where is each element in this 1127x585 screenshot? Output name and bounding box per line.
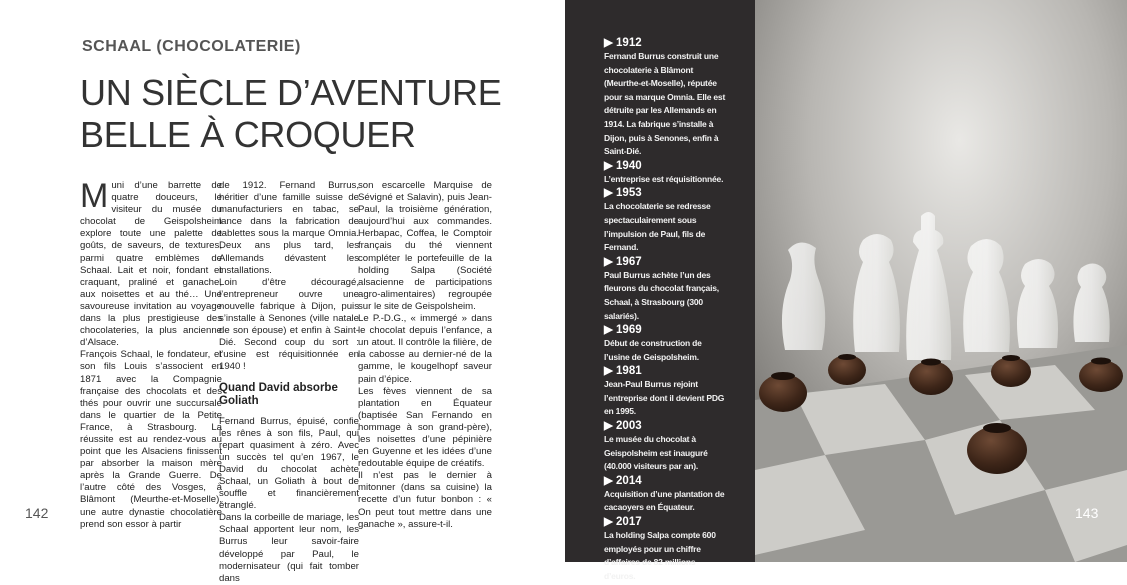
paragraph: son escarcelle Marquise de Sévigné et Salavin), puis Jean-Paul, la troisième génération, aujourd’hui aux commandes. Herbapac, Coffea, le Comptoir français du thé viennent compléter le portefeuille de la holding Salpa (Société alsacienne de participations agro-alimentaires) regroupée sur le site de Geispolsheim.: [358, 180, 492, 312]
kicker: SCHAAL (CHOCOLATERIE): [82, 38, 301, 55]
chess-chocolate-photo: [755, 0, 1127, 562]
timeline-text: La chocolaterie se redresse spectaculairement sous l’impulsion de Paul, fils de Fernand.: [604, 201, 711, 253]
article-column-2: [219, 180, 359, 585]
headline: [80, 72, 500, 156]
paragraph: de 1912. Fernand Burrus, héritier d’une famille suisse de manufacturiers en tabac, se lance dans la fabrication de tablettes sous la marque Omnia. Deux ans plus tard, les Allemands dévastent les installations.: [219, 180, 359, 276]
paragraph: Le P.-D.G., « immergé » dans le chocolat depuis l’enfance, a un atout. Il contrôle la filière, de la cabosse au dernier-né de la gamme, le kougelhopf saveur pain d’épice.: [358, 313, 492, 385]
photo-illustration: [755, 0, 1127, 562]
timeline-entry: [604, 474, 726, 515]
timeline-year: ▶ 2003: [604, 420, 642, 433]
paragraph: Il n’est pas le dernier à mitonner (dans sa cuisine) la recette d’un futur bonbon : « On peut tout mettre dans une ganache », assure-t-il.: [358, 470, 492, 530]
timeline-entry: [604, 255, 726, 323]
timeline-entry: [604, 159, 726, 187]
paragraph: Fernand Burrus, épuisé, confie les rênes à son fils, Paul, qui repart quasiment à zéro. Avec un succès tel qu’en 1967, le David du chocolat achète Schaal, un Goliath à bout de souffle et financièrement étranglé.: [219, 415, 359, 512]
paragraph: Dans la corbeille de mariage, les Schaal apportent leur nom, les Burrus leur savoir-faire développé par Paul, le modernisateur (qui fait tomber dans: [219, 512, 359, 584]
timeline-text: Paul Burrus achète l’un des fleurons du chocolat français, Schaal, à Strasbourg (300 salariés).: [604, 269, 719, 321]
timeline-text: Acquisition d’une plantation de cacaoyers en Équateur.: [604, 488, 725, 513]
subheading: Quand David absorbe Goliath: [219, 381, 338, 407]
timeline-text: Jean-Paul Burrus rejoint l’entreprise dont il devient PDG en 1995.: [604, 379, 725, 417]
timeline-year: ▶ 1967: [604, 255, 642, 268]
timeline-text: Le musée du chocolat à Geispolsheim est inauguré (40.000 visiteurs par an).: [604, 434, 708, 472]
timeline-text: L’entreprise est réquisitionnée.: [604, 173, 724, 184]
paragraph: Les fèves viennent de sa plantation en Équateur (baptisée San Fernando en hommage à son grand-père), les noisettes d’une pépinière en Guyenne et les idées d’une redoutable équipe de créatifs.: [358, 385, 492, 470]
timeline-year: ▶ 1969: [604, 324, 642, 337]
headline-line-2: BELLE À CROQUER: [80, 114, 416, 155]
timeline-entry: [604, 419, 726, 474]
paragraph: François Schaal, le fondateur, et son fils Louis s’associent en 1871 avec la Compagnie française des chocolats et des thés pour ouvrir une succursale dans le quartier de la Petite France, à Strasbourg. La réussite est au rendez-vous au point que les Alsaciens finissent par absorber la maison mère après la Grande Guerre. De l’autre côté des Vosges, à Blâmont (Meurthe-et-Moselle), une autre dynastie chocolatière prend son essor à partir: [80, 349, 222, 530]
timeline-year: ▶ 1940: [604, 159, 642, 172]
article-column-1: [80, 177, 222, 531]
timeline-year: ▶ 2014: [604, 474, 642, 487]
article-column-3: [358, 180, 492, 531]
paragraph: [80, 177, 222, 349]
timeline-entry: [604, 323, 726, 364]
paragraph: Loin d’être découragé, l’entrepreneur ouvre une nouvelle fabrique à Dijon, puis s’installe à Senones (ville natale de son épouse) et enfin à Saint-Dié. Second coup du sort : l’usine est réquisitionnée en 1940 !: [219, 276, 359, 373]
timeline-text: Fernand Burrus construit une chocolaterie à Blâmont (Meurthe-et-Moselle), réputée pour sa marque Omnia. Elle est détruite par les Allemands en 1914. La fabrique s’installe à Dijon, puis à Senones, enfin à Saint-Dié.: [604, 51, 726, 157]
drop-cap: M: [80, 177, 109, 215]
timeline-entry: [604, 515, 726, 583]
timeline-year: ▶ 2017: [604, 516, 642, 529]
timeline-year: ▶ 1912: [604, 37, 642, 49]
timeline: [604, 36, 726, 583]
page-number-left: 142: [25, 505, 49, 521]
timeline-year: ▶ 1981: [604, 365, 642, 378]
timeline-text: La holding Salpa compte 600 employés pour un chiffre d’affaires de 82 millions d’euros.: [604, 530, 716, 581]
paragraph-text: uni d’une barrette de quatre douceurs, le visiteur du musée du chocolat de Geispolsheim explore toute une palette de goûts, de saveurs, de textures, parmi quatre emblèmes de Schaal. Lait et noir, fondant et craquant, praliné et ganache, aux noisettes et au thé… Une savoureuse invitation au voyage dans la plus prestigieuse des chocolateries, la plus ancienne d’Alsace.: [80, 180, 222, 349]
timeline-entry: [604, 364, 726, 419]
headline-line-1: UN SIÈCLE D’AVENTURE: [80, 72, 502, 113]
timeline-text: Début de construction de l’usine de Geispolsheim.: [604, 338, 702, 362]
timeline-entry: [604, 186, 726, 254]
timeline-entry: [604, 36, 726, 159]
page-number-right: 143: [1075, 505, 1099, 521]
timeline-year: ▶ 1953: [604, 187, 642, 200]
